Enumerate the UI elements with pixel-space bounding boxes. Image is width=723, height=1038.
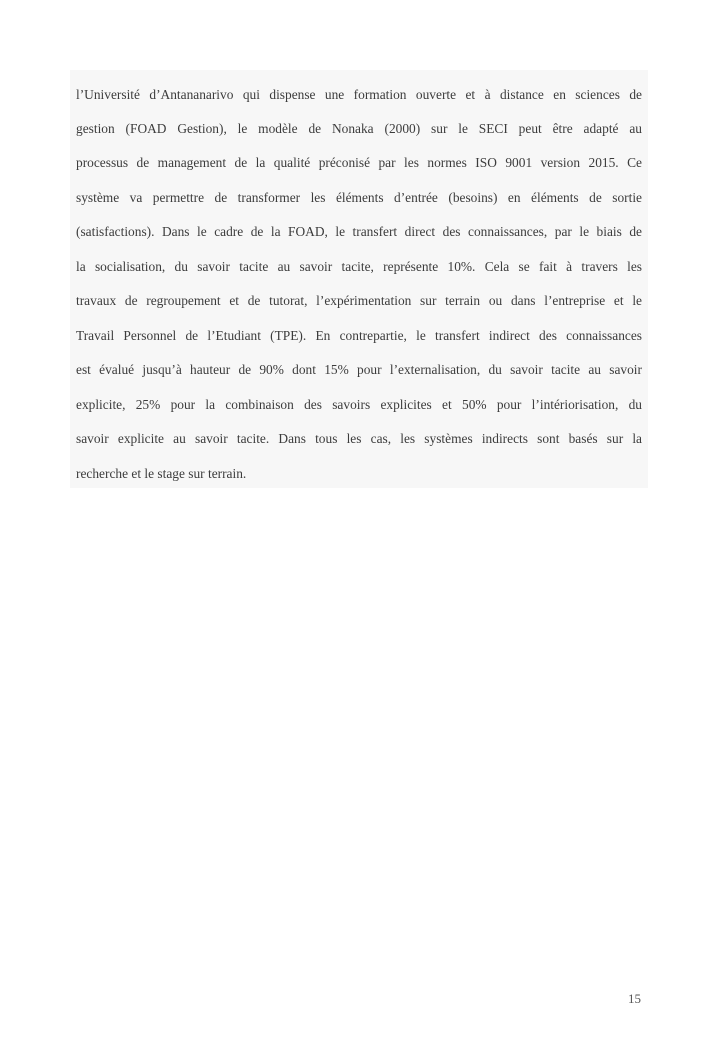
paragraph-line-4: système va permettre de transformer les éléments d’entrée (besoins) en éléments de sortie — [76, 190, 642, 205]
paragraph-line-6: la socialisation, du savoir tacite au savoir tacite, représente 10%. Cela se fait à travers les — [76, 259, 642, 274]
paragraph-line-2: gestion (FOAD Gestion), le modèle de Nonaka (2000) sur le SECI peut être adapté au — [76, 121, 642, 136]
paragraph-line-3: processus de management de la qualité préconisé par les normes ISO 9001 version 2015. Ce — [76, 155, 642, 170]
paragraph-line-1: l’Université d’Antananarivo qui dispense une formation ouverte et à distance en sciences de — [76, 87, 642, 102]
page-number: 15 — [628, 991, 641, 1006]
paragraph-line-9: est évalué jusqu’à hauteur de 90% dont 15% pour l’externalisation, du savoir tacite au savoir — [76, 362, 642, 377]
paragraph-line-5: (satisfactions). Dans le cadre de la FOAD, le transfert direct des connaissances, par le biais de — [76, 224, 642, 239]
paragraph-line-12: recherche et le stage sur terrain. — [76, 466, 247, 481]
paragraph-line-10: explicite, 25% pour la combinaison des savoirs explicites et 50% pour l’intériorisation, du — [76, 397, 642, 412]
paragraph-line-8: Travail Personnel de l’Etudiant (TPE). En contrepartie, le transfert indirect des connaissances — [76, 328, 642, 343]
paragraph-line-11: savoir explicite au savoir tacite. Dans tous les cas, les systèmes indirects sont basés sur la — [76, 431, 642, 446]
paragraph-line-7: travaux de regroupement et de tutorat, l’expérimentation sur terrain ou dans l’entreprise et le — [76, 293, 642, 308]
